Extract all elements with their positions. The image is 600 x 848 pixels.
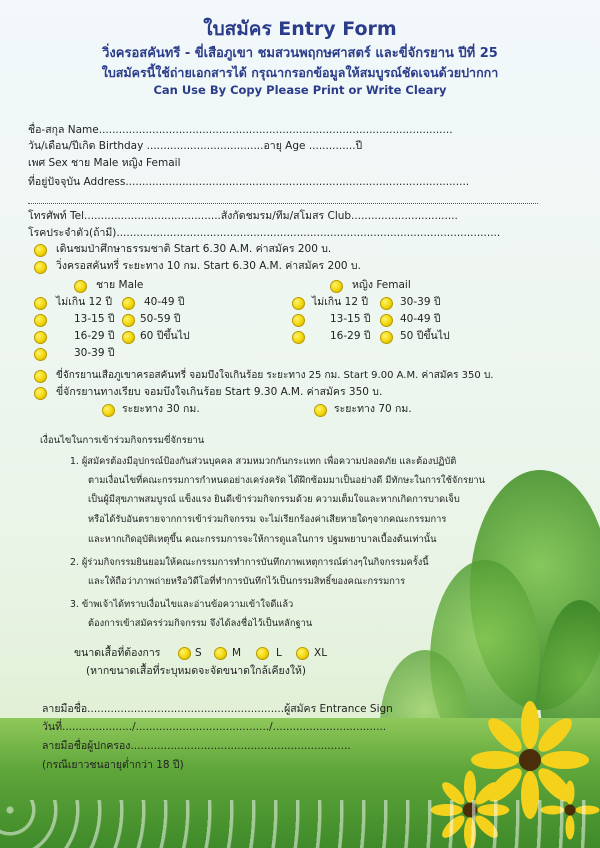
female-age-radio[interactable] [380,331,393,344]
male-age-label: 50-59 ปี [140,313,181,325]
female-age-label: ไม่เกิน 12 ปี [312,296,369,308]
date-field[interactable]: วันที่...................../......................................../.................................. [42,721,387,733]
shirt-size-s-label: S [195,647,202,659]
sex-field[interactable]: เพศ Sex ชาย Male หญิง Femail [28,157,181,169]
female-age-radio[interactable] [292,331,305,344]
male-age-label: ไม่เกิน 12 ปี [56,296,113,308]
male-age-label: 13-15 ปี [74,313,115,325]
touring-radio[interactable] [34,387,47,400]
distance-70-label: ระยะทาง 70 กม. [334,403,412,415]
condition-1-line: หรือได้รับอันตรายจากการเข้าร่วมกิจกรรม จะไม่เรียกร้องค่าเสียหายใดๆจากคณะกรรมการ [88,514,447,525]
parent-signature-field[interactable]: ลายมือชื่อผู้ปกครอง.................................................................. [42,740,351,752]
run-radio[interactable] [34,261,47,274]
name-field[interactable]: ชื่อ-สกุล Name.......................................................................................................... [28,124,453,136]
condition-2-line: 2. ผู้ร่วมกิจกรรมยินยอมให้คณะกรรมการทำการบันทึกภาพเหตุการณ์ต่างๆในกิจกรรมครั้งนี้ [70,557,429,568]
event-subtitle: วิ่งครอสคันทรี - ขี่เสือภูเขา ชมสวนพฤกษศาสตร์ และขี่จักรยาน ปีที่ 25 [102,46,498,61]
condition-2-line: และให้ถือว่าภาพถ่ายหรือวิดีโอที่ทำการบันทึกไว้เป็นกรรมสิทธิ์ของคณะกรรมการ [88,576,406,587]
walk-event-label: เดินชมป่าศึกษาธรรมชาติ Start 6.30 A.M. ค่าสมัคร 200 บ. [56,243,332,255]
female-age-radio[interactable] [380,314,393,327]
shirt-size-l-radio[interactable] [256,647,269,660]
address-field[interactable]: ที่อยู่ปัจจุบัน Address....................................................................................................... [28,176,470,188]
male-age-label: 16-29 ปี [74,330,115,342]
shirt-size-xl-radio[interactable] [296,647,309,660]
run-event-label: วิ่งครอสคันทรี่ ระยะทาง 10 กม. Start 6.30 A.M. ค่าสมัคร 200 บ. [56,260,361,272]
distance-30-radio[interactable] [102,404,115,417]
shirt-size-xl-label: XL [314,647,328,659]
applicant-signature-field[interactable]: ลายมือชื่อ...........................................................ผู้สมัคร Entrance Sign [42,703,393,715]
female-age-label: 13-15 ปี [330,313,371,325]
female-age-radio[interactable] [292,314,305,327]
male-age-label: 30-39 ปี [74,347,115,359]
touring-event-label: ขี่จักรยานทางเรียบ จอมบึงใจเกินร้อย Start 9.30 A.M. ค่าสมัคร 350 บ. [56,386,383,398]
mtb-event-label: ขี่จักรยานเสือภูเขาครอสคันทรี่ จอมบึงใจเกินร้อย ระยะทาง 25 กม. Start 9.00 A.M. ค่าสมัคร 350 บ. [56,370,494,381]
female-age-label: 30-39 ปี [400,296,441,308]
conditions-heading: เงื่อนไขในการเข้าร่วมกิจกรรมขี่จักรยาน [40,435,205,446]
distance-30-label: ระยะทาง 30 กม. [122,403,200,415]
female-age-radio[interactable] [292,297,305,310]
male-age-radio[interactable] [122,297,135,310]
shirt-size-note: (หากขนาดเสื้อที่ระบุหมดจะจัดขนาดใกล้เคียงให้) [86,665,306,677]
male-age-radio[interactable] [34,331,47,344]
condition-3-line: 3. ข้าพเจ้าได้ทราบเงื่อนไขและอ่านข้อความเข้าใจดีแล้ว [70,599,294,610]
male-radio[interactable] [74,280,87,293]
male-age-radio[interactable] [122,331,135,344]
distance-70-radio[interactable] [314,404,327,417]
male-label: ชาย Male [96,279,144,291]
shirt-size-m-label: M [232,647,242,659]
condition-1-line: 1. ผู้สมัครต้องมีอุปกรณ์ป้องกันส่วนบุคคล สวมหมวกกันกระแทก เพื่อความปลอดภัย และต้องปฏิบัติ [70,456,457,467]
shirt-size-m-radio[interactable] [214,647,227,660]
condition-1-line: และหากเกิดอุบัติเหตุขึ้น คณะกรรมการจะให้การดูแลในการ ปฐมพยาบาลเบื้องต้นเท่านั้น [88,534,437,545]
form-title: ใบสมัคร Entry Form [203,18,397,40]
condition-3-line: ต้องการเข้าสมัครร่วมกิจกรรม จึงได้ลงชื่อไว้เป็นหลักฐาน [88,618,313,629]
instruction-english: Can Use By Copy Please Print or Write Cleary [153,83,447,97]
instruction-thai: ใบสมัครนี้ใช้ถ่ายเอกสารได้ กรุณากรอกข้อมูลให้สมบูรณ์ชัดเจนด้วยปากกา [101,65,499,80]
shirt-size-label: ขนาดเสื้อที่ต้องการ [74,647,161,659]
parent-signature-note: (กรณีเยาวชนอายุต่ำกว่า 18 ปี) [42,759,184,771]
disease-field[interactable]: โรคประจำตัว(ถ้ามี)................................................................................................................... [28,227,501,239]
male-age-radio[interactable] [122,314,135,327]
shirt-size-l-label: L [276,647,282,659]
male-age-radio[interactable] [34,314,47,327]
address-line-2[interactable] [28,203,538,204]
male-age-radio[interactable] [34,297,47,310]
condition-1-line: ตามเงื่อนไขที่คณะกรรมการกำหนดอย่างเคร่งครัด ได้ฝึกซ้อมมาเป็นอย่างดี มีทักษะในการใช้จักรยาน [88,475,485,486]
birthday-field[interactable]: วัน/เดือน/ปีเกิด Birthday ...................................อายุ Age ..............ปี [28,140,363,152]
female-age-label: 40-49 ปี [400,313,441,325]
male-age-radio[interactable] [34,348,47,361]
walk-radio[interactable] [34,244,47,257]
male-age-label: 40-49 ปี [144,296,185,308]
tel-club-field[interactable]: โทรศัพท์ Tel.........................................สังกัดชมรม/ทีม/สโมสร Club................................ [28,210,458,222]
female-age-label: 16-29 ปี [330,330,371,342]
male-age-label: 60 ปีขึ้นไป [140,330,190,342]
mtb-radio[interactable] [34,370,47,383]
female-radio[interactable] [330,280,343,293]
shirt-size-s-radio[interactable] [178,647,191,660]
condition-1-line: เป็นผู้มีสุขภาพสมบูรณ์ แข็งแรง ยินดีเข้าร่วมกิจกรรมด้วย ความเต็มใจและหากเกิดการบาดเจ็บ [88,494,460,505]
female-age-radio[interactable] [380,297,393,310]
female-label: หญิง Femail [352,279,411,291]
female-age-label: 50 ปีขึ้นไป [400,330,450,342]
